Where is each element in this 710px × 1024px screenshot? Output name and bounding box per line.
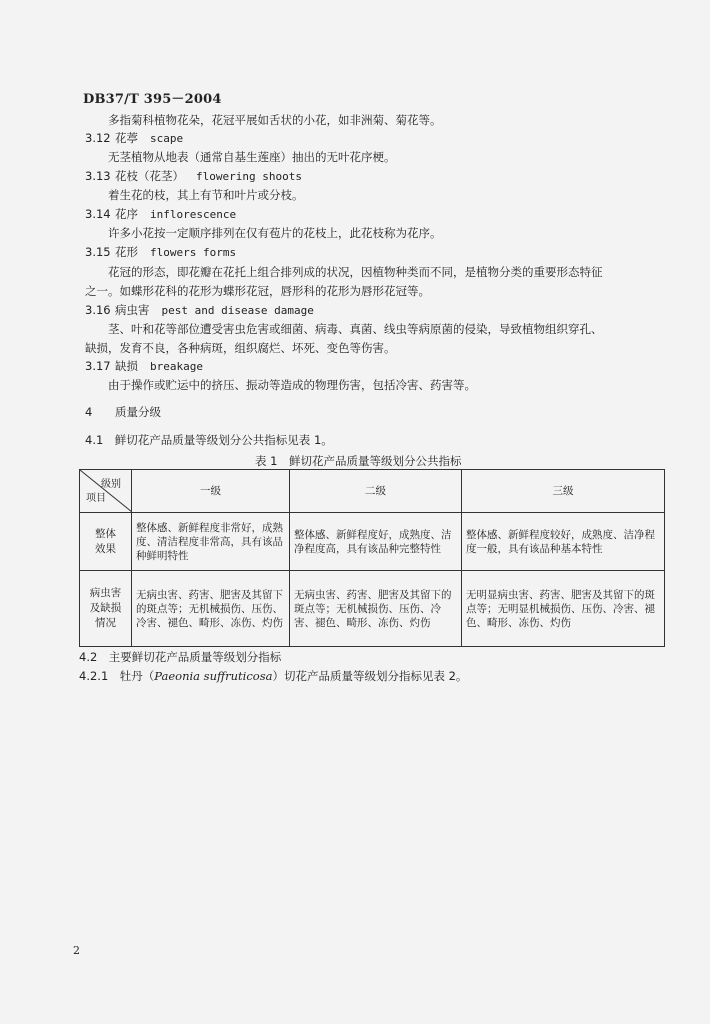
corner-label-item: 项目 (86, 493, 106, 504)
section-4-2: 4.2 主要鲜切花产品质量等级划分指标 (79, 650, 282, 664)
paragraph-line: 无茎植物从地表（通常自基生莲座）抽出的无叶花序梗。 (108, 150, 396, 164)
paragraph-line: 由于操作或贮运中的挤压、振动等造成的物理伤害，包括冷害、药害等。 (108, 378, 476, 392)
paragraph-line: 多指菊科植物花朵，花冠平展如舌状的小花，如非洲菊、菊花等。 (108, 113, 442, 127)
section-3-13: 3.13 花枝（花茎） flowering shoots (85, 169, 302, 183)
section-3-15: 3.15 花形 flowers forms (85, 245, 237, 259)
latin-name: Paeonia suffruticosa (154, 669, 273, 683)
table-1-caption: 表 1 鲜切花产品质量等级划分公共指标 (255, 454, 462, 468)
paragraph-line: 许多小花按一定顺序排列在仅有苞片的花枝上，此花枝称为花序。 (108, 226, 442, 240)
section-3-17: 3.17 缺损 breakage (85, 359, 203, 373)
section-3-12: 3.12 花葶 scape (85, 131, 184, 145)
page-number: 2 (73, 944, 80, 957)
table-1 (79, 469, 665, 647)
section-4-2-1: 4.2.1 牡丹（Paeonia suffruticosa）切花产品质量等级划分指标见表 2。 (79, 669, 468, 683)
row-label-pest-damage: 病虫害 及缺损 情况 (80, 571, 132, 647)
document-id: DB37/T 395－2004 (83, 92, 222, 107)
paragraph-line: 之一。如蝶形花科的花形为蝶形花冠，唇形科的花形为唇形花冠等。 (85, 284, 430, 298)
paragraph-line: 茎、叶和花等部位遭受害虫危害或细菌、病毒、真菌、线虫等病原菌的侵染，导致植物组织穿孔、 (108, 322, 603, 336)
paragraph-line: 着生花的枝，其上有节和叶片或分枝。 (108, 188, 304, 202)
section-4-1: 4.1 鲜切花产品质量等级划分公共指标见表 1。 (85, 433, 333, 447)
paragraph-line: 缺损，发育不良，各种病斑，组织腐烂、坏死、变色等伤害。 (85, 341, 396, 355)
row-label-overall-effect: 整体 效果 (80, 513, 132, 571)
table-cell: 无明显病虫害、药害、肥害及其留下的斑点等；无明显机械损伤、压伤、冷害、褪色、畸形、冻伤、灼伤 (462, 571, 665, 647)
column-header-grade-3: 三级 (462, 470, 665, 513)
section-4-heading: 4 质量分级 (85, 405, 161, 419)
table-cell: 无病虫害、药害、肥害及其留下的斑点等；无机械损伤、压伤、冷害、褪色、畸形、冻伤、灼伤 (290, 571, 462, 647)
column-header-grade-2: 二级 (290, 470, 462, 513)
paragraph-line: 花冠的形态，即花瓣在花托上组合排列成的状况，因植物种类而不同，是植物分类的重要形态特征 (108, 265, 603, 279)
section-3-14: 3.14 花序 inflorescence (85, 207, 237, 221)
column-header-grade-1: 一级 (132, 470, 290, 513)
table-cell: 无病虫害、药害、肥害及其留下的斑点等；无机械损伤、压伤、冷害、褪色、畸形、冻伤、灼伤 (132, 571, 290, 647)
table-cell: 整体感、新鲜程度非常好，成熟度、清洁程度非常高，具有该品种鲜明特性 (132, 513, 290, 571)
section-3-16: 3.16 病虫害 pest and disease damage (85, 303, 314, 317)
table-row (80, 513, 665, 571)
table-corner-header (80, 470, 132, 513)
table-row (80, 571, 665, 647)
table-cell: 整体感、新鲜程度好，成熟度、洁净程度高，具有该品种完整特性 (290, 513, 462, 571)
table-cell: 整体感、新鲜程度较好，成熟度、洁净程度一般，具有该品种基本特性 (462, 513, 665, 571)
corner-label-grade: 级别 (101, 479, 121, 490)
